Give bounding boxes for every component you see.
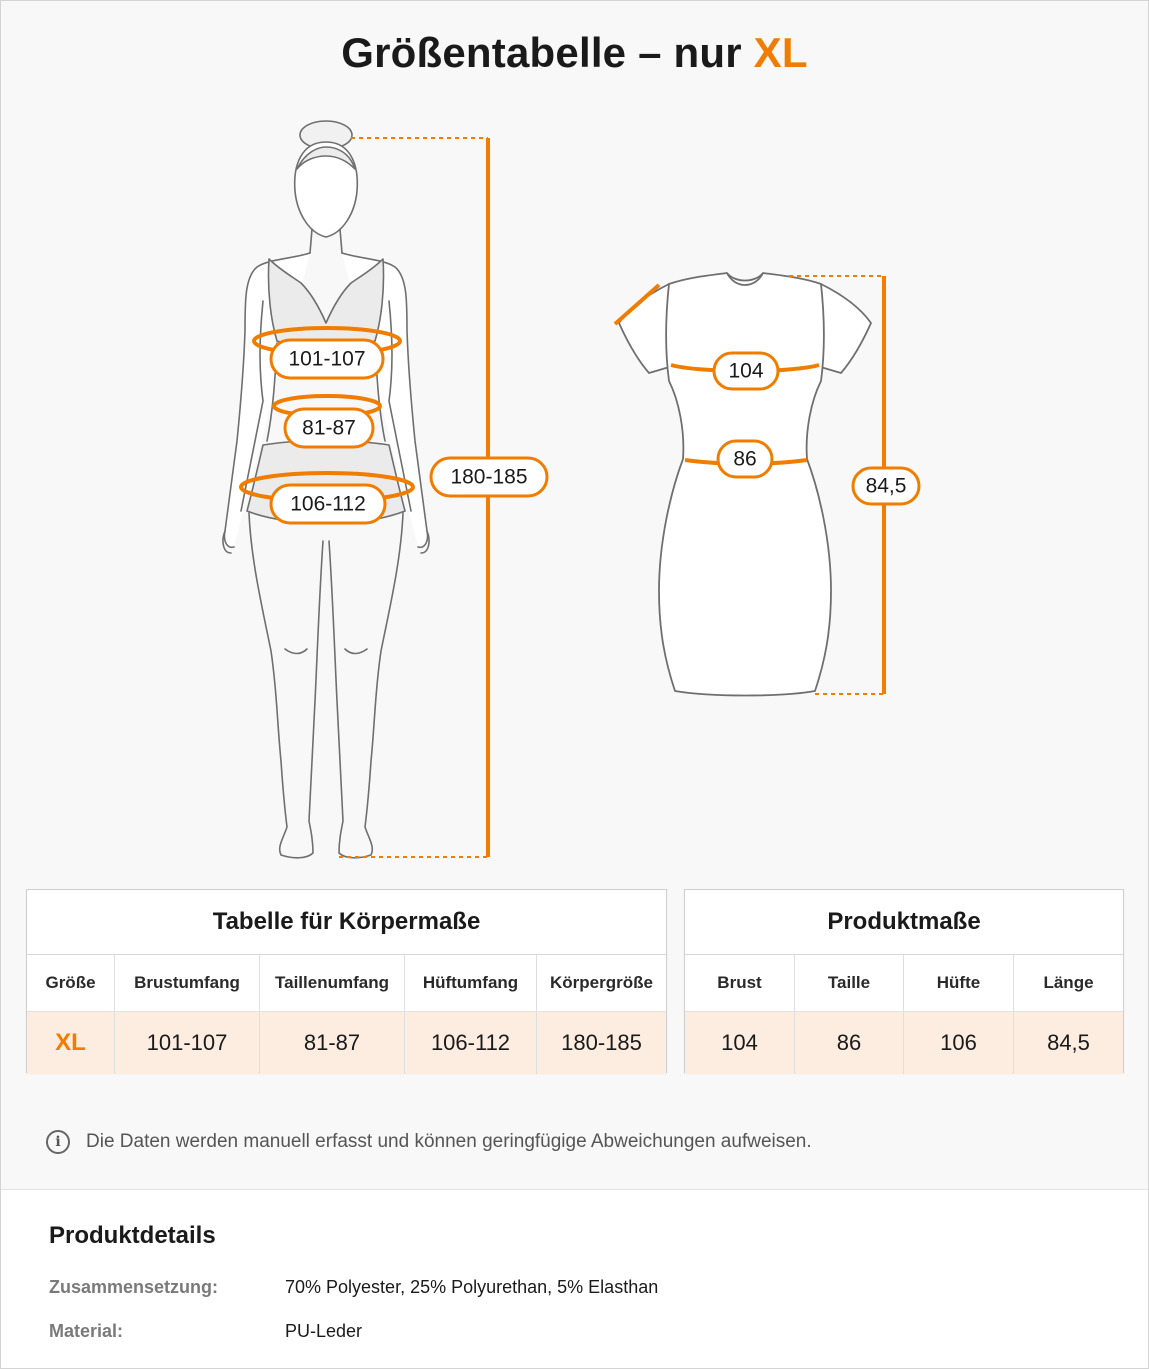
body-header-hip: Hüftumfang [405,955,537,1011]
body-table-value-row [27,1012,666,1074]
product-header-length: Länge [1043,973,1094,992]
pill-dress-waist-text: 86 [733,447,757,471]
body-value-height: 180-185 [561,1030,642,1055]
title-size-accent: XL [753,29,808,76]
title-main: Größentabelle – nur [341,29,754,76]
measurement-figures [1,1,1148,881]
body-value-waist: 81-87 [260,1012,405,1074]
body-header-height: Körpergröße [550,973,653,992]
body-header-chest: Brustumfang [115,955,260,1011]
pill-body-height [431,458,547,496]
disclaimer-text: Die Daten werden manuell erfasst und können geringfügige Abweichungen aufweisen. [86,1131,812,1152]
pill-body-hip [271,485,385,523]
detail-value-material: PU-Leder [285,1321,363,1341]
pill-dress-length [853,468,919,504]
body-header-size: Größe [27,955,115,1011]
detail-value-composition: 70% Polyester, 25% Polyurethan, 5% Elasthan [285,1277,659,1297]
product-value-length: 84,5 [1047,1030,1090,1055]
pill-dress-chest [714,353,778,389]
pill-body-waist [285,409,373,447]
product-header-chest: Brust [685,955,795,1011]
body-table-title: Tabelle für Körpermaße [27,890,666,955]
body-value-hip: 106-112 [405,1012,537,1074]
product-table-value-row [685,1012,1123,1074]
pill-body-height-text: 180-185 [450,465,528,489]
product-table-title: Produktmaße [685,890,1123,955]
product-table-header-row [685,955,1123,1012]
body-value-chest: 101-107 [115,1012,260,1074]
disclaimer-note [46,1127,812,1157]
product-header-waist: Taille [795,955,904,1011]
detail-label-composition: Zusammensetzung: [49,1277,219,1297]
dress-figure [619,273,871,696]
body-measurements-table [26,889,667,1073]
product-value-hip: 106 [904,1012,1014,1074]
pill-dress-chest-text: 104 [728,359,764,383]
pill-body-hip-text: 106-112 [290,492,366,516]
pill-dress-waist [718,441,772,477]
detail-label-material: Material: [49,1321,124,1341]
body-header-waist: Taillenumfang [260,955,405,1011]
body-table-header-row [27,955,666,1012]
pill-body-chest-text: 101-107 [288,347,366,371]
pill-body-waist-text: 81-87 [302,416,356,440]
body-value-size: XL [27,1012,115,1074]
pill-body-chest [271,340,383,378]
product-details-title: Produktdetails [49,1222,216,1249]
product-details-section [1,1190,1148,1368]
product-value-chest: 104 [685,1012,795,1074]
product-header-hip: Hüfte [904,955,1014,1011]
product-value-waist: 86 [795,1012,904,1074]
info-icon: i [46,1130,70,1154]
pill-dress-length-text: 84,5 [865,474,907,498]
product-measurements-table [684,889,1124,1073]
